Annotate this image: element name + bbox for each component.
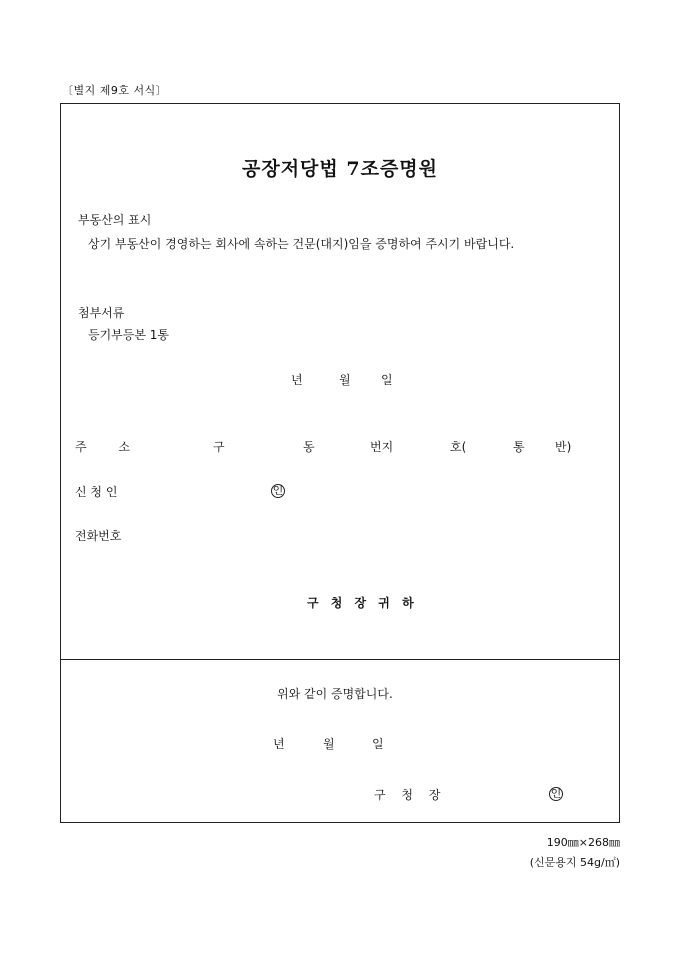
date-year: 년 [291, 373, 303, 387]
certify-text: 위와 같이 증명합니다. [277, 687, 393, 701]
attachments-heading: 첨부서류 [78, 306, 125, 320]
address-gu: 구 [213, 440, 225, 454]
applicant-label: 신 청 인 [75, 485, 118, 499]
address-beonji: 번지 [370, 440, 394, 454]
address-tong: 통 [513, 440, 525, 454]
property-heading: 부동산의 표시 [78, 213, 152, 227]
form-frame [60, 103, 620, 823]
certify-day: 일 [372, 737, 384, 751]
certify-month: 월 [323, 737, 335, 751]
phone-label: 전화번호 [75, 529, 122, 543]
date-day: 일 [381, 373, 393, 387]
seal-mark: 인 [550, 787, 562, 800]
certify-official: 구 청 장 [374, 788, 447, 802]
date-month: 월 [339, 373, 351, 387]
form-number-label: 〔별지 제9호 서식〕 [62, 84, 168, 97]
footer-paper: (신문용지 54g/㎡) [529, 856, 620, 869]
address-label: 주 소 [75, 440, 144, 454]
seal-mark: 인 [272, 484, 284, 497]
attachments-item: 등기부등본 1통 [88, 328, 170, 342]
applicant-seal-mark [271, 483, 285, 498]
address-ban: 반) [555, 440, 572, 454]
property-text: 상기 부동산이 경영하는 회사에 속하는 건문(대지)임을 증명하여 주시기 바랍니다. [88, 237, 515, 251]
certify-seal-mark [549, 786, 563, 801]
certify-year: 년 [273, 737, 285, 751]
address-ho: 호( [450, 440, 467, 454]
form-title: 공장저당법 7조증명원 [241, 158, 439, 180]
address-dong: 동 [303, 440, 315, 454]
footer-size: 190㎜×268㎜ [546, 836, 620, 849]
section-divider [61, 659, 619, 660]
addressee: 구 청 장 귀 하 [307, 596, 418, 610]
